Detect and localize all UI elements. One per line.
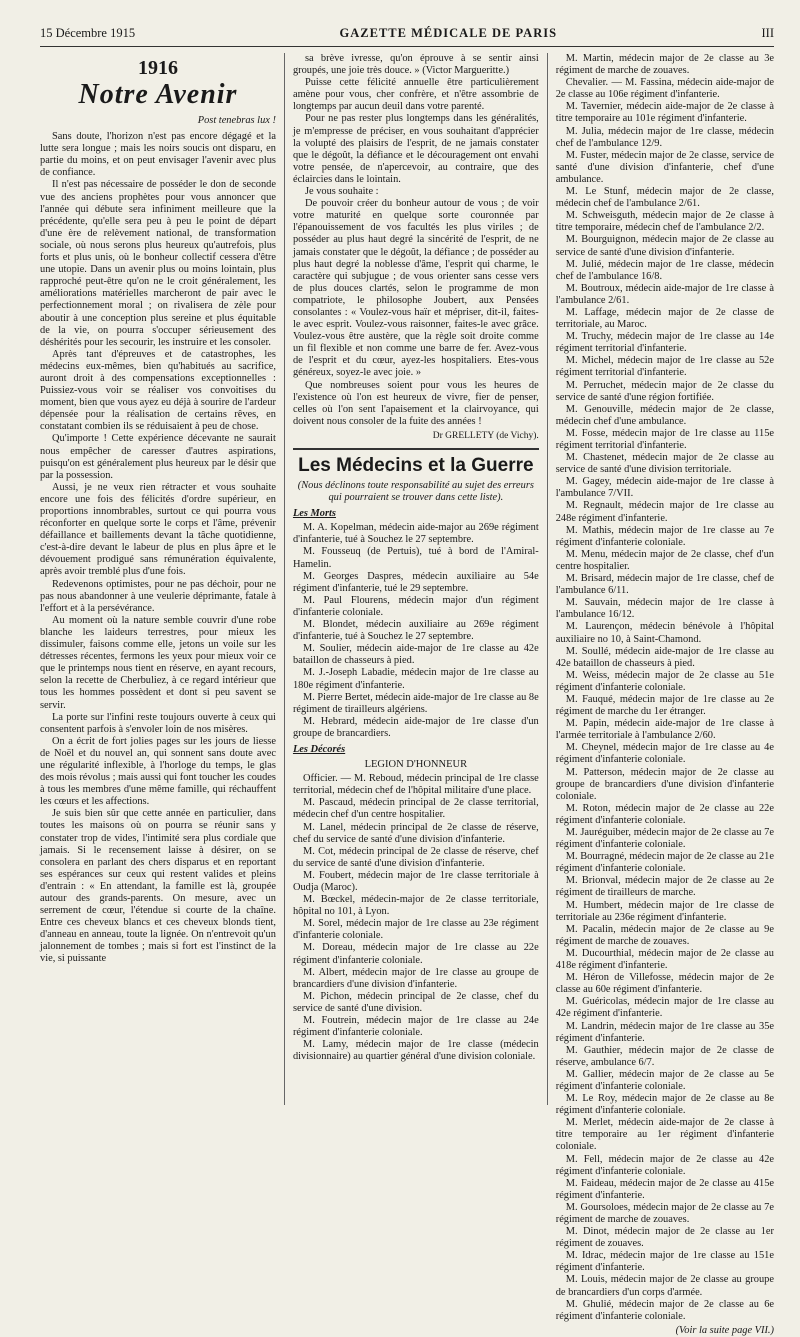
- decorated-entry: M. Lamy, médecin major de 1re classe (médecin divisionnaire) au quartier général d'une division coloniale.: [292, 1039, 539, 1063]
- page-number: III: [761, 26, 774, 40]
- decorated-entry: M. Doreau, médecin major de 1re classe au 22e régiment d'infanterie coloniale.: [292, 942, 539, 966]
- decorated-entry: M. Chastenet, médecin major de 2e classe au service de santé d'une division territoriale.: [555, 452, 774, 476]
- decorated-entry: M. Fuster, médecin major de 2e classe, service de santé d'une division d'infanterie, chef d'une ambulance.: [555, 149, 774, 185]
- decorated-entry: M. Héron de Villefosse, médecin major de 2e classe au 60e régiment d'infanterie.: [555, 972, 774, 996]
- decorated-entry: M. Gauthier, médecin major de 2e classe de réserve, ambulance 6/7.: [555, 1044, 774, 1068]
- decorated-entry: M. Boutroux, médecin aide-major de 1re classe à l'ambulance 2/61.: [555, 282, 774, 306]
- dead-entry: M. Hebrard, médecin aide-major de 1re classe d'un groupe de brancardiers.: [292, 715, 539, 739]
- decorated-entry: M. Julia, médecin major de 1re classe, médecin chef de l'ambulance 12/9.: [555, 125, 774, 149]
- paragraph: sa brève ivresse, qu'on éprouve à se sentir ainsi groupés, une joie très douce. » (Victor Margueritte.): [292, 53, 539, 77]
- paragraph: Je vous souhaite :: [304, 186, 379, 198]
- decorated-entry: M. Bœckel, médecin-major de 2e classe territoriale, hôpital no 101, à Lyon.: [292, 894, 539, 918]
- decorated-entry: M. Gallier, médecin major de 2e classe au 5e régiment d'infanterie coloniale.: [555, 1068, 774, 1092]
- decorated-entry: M. Albert, médecin major de 1re classe au groupe de brancardiers d'une division d'infanterie.: [292, 966, 539, 990]
- decorated-entry: M. Merlet, médecin aide-major de 2e classe à titre temporaire au 1er régiment d'infanterie coloniale.: [555, 1117, 774, 1153]
- paragraph: De pouvoir créer du bonheur autour de vous ; de voir votre maturité en quelque sorte couronnée par l'épanouissement de vos facultés les plus viriles ; de posséder au plus haut degré la sincérité de l'esprit, de ne jamais constater que le dégoût, la défiance ; de posséder au plus haut degré la noblesse d'âme, l'esprit qui charme, le caractère qui subjugue ; de vous orienter sans cesse vers de plus douces clartés, selon le programme de mon compatriote, le philosophe Joubert, aux Pensées consolantes : « Voulez-vous haïr et mépriser, dit-il, faites-le avec esprit. Voulez-vous raisonner, faites-le avec grâce. Voulez-vous être austère, que la règle soit droite comme un fil flexible et non comme une barre de fer. Avez-vous de l'esprit et du cœur, ayez-les hospitaliers. Etes-vous généreux, soyez-le avec joie. »: [292, 198, 539, 379]
- legion-heading: LEGION D'HONNEUR: [364, 759, 468, 771]
- decorated-entry: M. Gagey, médecin aide-major de 1re classe à l'ambulance 7/VII.: [555, 476, 774, 500]
- decorated-list-col2: [293, 773, 539, 1063]
- decorated-entry: M. Pascaud, médecin principal de 2e classe territorial, médecin chef d'un centre hospitalier.: [292, 797, 539, 821]
- column-3: [547, 53, 774, 1336]
- column-1: [40, 53, 284, 1105]
- publication-title: GAZETTE MÉDICALE DE PARIS: [339, 26, 558, 40]
- paragraph: Que nombreuses soient pour vous les heures de l'existence où l'on est heureux de vivre, fier de penser, celles où l'on sent l'apaisement et la clairvoyance, qui doivent nous consoler de la fuite des années !: [292, 379, 539, 427]
- decorated-entry: M. Ghulié, médecin major de 2e classe au 6e régiment d'infanterie coloniale.: [555, 1298, 774, 1322]
- decorated-entry: M. Julié, médecin major de 1re classe, médecin chef de l'ambulance 16/8.: [555, 258, 774, 282]
- decorated-entry: M. Brionval, médecin major de 2e classe au 2e régiment de tirailleurs de marche.: [555, 875, 774, 899]
- dead-entry: M. Paul Flourens, médecin major d'un régiment d'infanterie coloniale.: [292, 594, 539, 618]
- decorated-entry: M. Perruchet, médecin major de 2e classe du service de santé d'une région fortifiée.: [555, 379, 774, 403]
- paragraph: Il n'est pas nécessaire de posséder le don de seconde vue des anciens prophètes pour vous annoncer que l'année qui débute sera infiniment meilleure que la précédente, qu'elle sera peu à peu le point de départ d'une ère de relèvement national, de transformation sociale, où nous serons plus heureux qu'autrefois, plus forts et plus unis, où le bonheur collectif cessera d'être une utopie. Dans un avenir plus ou moins lointain, plus rapproché peut-être qu'on ne le croit généralement, les améliorations matérielles marcheront de pair avec le perfectionnement moral ; on rivalisera de zèle pour aboutir à une conception plus sereine et plus équitable de la vie, on pourra s'occuper sérieusement des déshérités pour les secourir, les instruire et les consoler.: [40, 179, 276, 348]
- decorated-entry: M. Faideau, médecin major de 2e classe au 415e régiment d'infanterie.: [555, 1177, 774, 1201]
- decorated-entry: M. Mathis, médecin major de 1re classe au 7e régiment d'infanterie coloniale.: [555, 524, 774, 548]
- paragraph: Qu'importe ! Cette expérience décevante ne saurait nous empêcher de caresser d'autres aspirations, puisqu'on est généralement plus heureux par le désir que par la possession.: [40, 433, 276, 481]
- decorated-entry: M. Cheynel, médecin major de 1re classe au 4e régiment d'infanterie coloniale.: [555, 742, 774, 766]
- column-2: [284, 53, 547, 1105]
- decorated-entry: M. Humbert, médecin major de 1re classe de territoriale au 236e régiment d'infanterie.: [555, 899, 774, 923]
- decorated-entry: M. Goursoloes, médecin major de 2e classe au 7e régiment de marche de zouaves.: [555, 1201, 774, 1225]
- decorated-entry: M. Truchy, médecin major de 1re classe au 14e régiment territorial d'infanterie.: [555, 331, 774, 355]
- decorated-entry: M. Weiss, médecin major de 2e classe au 51e régiment d'infanterie coloniale.: [555, 669, 774, 693]
- paragraph: Aussi, je ne veux rien rétracter et vous souhaite encore une fois des félicités d'ordre supérieur, en proportions innombrables, surtout ce qui pourra vous réconforter en quelque sorte le corps et l'âme, prévenir défaillance et baillements devant la tâche quotidienne, c'est-à-dire devant le labeur de plus en plus âpre et le dévouement prodigué sans rémunération équivalente, après avoir tremblé plus d'une fois.: [40, 481, 276, 578]
- decorated-entry: M. Regnault, médecin major de 1re classe au 248e régiment d'infanterie.: [555, 500, 774, 524]
- decorated-entry: M. Martin, médecin major de 2e classe au 3e régiment de marche de zouaves.: [555, 53, 774, 77]
- article-signature: Dr GRELLETY (de Vichy).: [432, 430, 539, 441]
- dead-list: [293, 522, 539, 740]
- article-title: Notre Avenir: [78, 79, 238, 110]
- decorated-entry: M. Ducourthial, médecin major de 2e classe au 418e régiment d'infanterie.: [555, 947, 774, 972]
- decorated-heading: Les Décorés: [292, 743, 346, 755]
- decorated-entry: M. Bourragné, médecin major de 2e classe au 21e régiment d'infanterie coloniale.: [555, 851, 774, 875]
- paragraph: Redevenons optimistes, pour ne pas déchoir, pour ne pas nous abandonner à une veulerie déprimante, fatale à l'effort et à la persévérance.: [40, 578, 276, 614]
- decorated-entry: M. Patterson, médecin major de 2e classe au groupe de brancardiers d'une division d'infanterie coloniale.: [555, 766, 774, 802]
- dead-entry: M. Georges Daspres, médecin auxiliaire au 54e régiment d'infanterie, tué le 29 septembre.: [292, 570, 539, 594]
- decorated-entry: M. Schweisguth, médecin major de 2e classe à titre temporaire, médecin chef de l'ambulance 2/2.: [555, 210, 774, 234]
- decorated-list-col3: [556, 53, 774, 1323]
- section-disclaimer: (Nous déclinons toute responsabilité au sujet des erreurs qui pourraient se trouver dans cette liste).: [297, 480, 534, 504]
- decorated-entry: M. Fosse, médecin major de 1re classe au 115e régiment territorial d'infanterie.: [555, 427, 774, 451]
- issue-date: 15 Décembre 1915: [40, 26, 136, 40]
- decorated-entry: M. Laffage, médecin major de 2e classe de territoriale, au Maroc.: [555, 306, 774, 331]
- decorated-entry: M. Foubert, médecin major de 1re classe territoriale à Oudja (Maroc).: [292, 869, 539, 893]
- decorated-entry: M. Fell, médecin major de 2e classe au 42e régiment d'infanterie coloniale.: [555, 1153, 774, 1177]
- decorated-entry: M. Soullé, médecin aide-major de 1re classe au 42e bataillon de chasseurs à pied.: [555, 645, 774, 669]
- decorated-entry: M. Michel, médecin major de 1re classe au 52e régiment territorial d'infanterie.: [555, 355, 774, 379]
- paragraph: Je suis bien sûr que cette année en particulier, dans toutes les maisons où on pourra se réunir sans y constater trop de vides, l'intimité sera plus cordiale que jamais. Si le recensement laisse à désirer, on se consolera en parlant des chers disparus et en reportant ses espérances sur ceux qui restent valides et pleins d'entrain : « En attendant, la famille est là, groupée autour des grands-parents. On mesure, avec un serrement de cœur, l'étendue si courte de la chaîne. Entre ces cheveux blancs et ces cheveux blonds tient, d'anneau en anneau, toute la lignée. On n'entrevoit qu'un jalonnement de tombes ; mais si fort est l'instinct de la vie, si puissante: [40, 808, 276, 965]
- decorated-entry: M. Brisard, médecin major de 1re classe, chef de l'ambulance 6/11.: [555, 573, 774, 597]
- header-rule: [40, 46, 774, 47]
- decorated-entry: M. Dinot, médecin major de 2e classe au 1er régiment de zouaves.: [555, 1226, 774, 1250]
- decorated-entry: M. Le Roy, médecin major de 2e classe au 8e régiment d'infanterie coloniale.: [555, 1093, 774, 1117]
- decorated-entry: M. Laurençon, médecin bénévole à l'hôpital auxiliaire no 10, à Saint-Chamond.: [555, 621, 774, 645]
- dead-entry: M. Blondet, médecin auxiliaire au 269e régiment d'infanterie, tué à Souchez le 27 septembre.: [292, 619, 539, 643]
- decorated-entry: M. Sorel, médecin major de 1re classe au 23e régiment d'infanterie coloniale.: [292, 918, 539, 942]
- decorated-entry: M. Cot, médecin principal de 2e classe de réserve, chef du service de santé d'une division d'infanterie.: [292, 845, 539, 869]
- paragraph: Pour ne pas rester plus longtemps dans les généralités, je m'empresse de préciser, en vous souhaitant d'apprécier la volupté des plaisirs de l'esprit, de ne jamais constater que le dégoût, la défiance et le découragement ont envahi votre pensée, de n'apercevoir, au contraire, que des éclaircies dans le lointain.: [292, 113, 539, 185]
- decorated-entry: M. Fauqué, médecin major de 1re classe au 2e régiment de marche du 1er étranger.: [555, 693, 774, 718]
- article-body-col2: [293, 53, 539, 428]
- decorated-entry: M. Pacalin, médecin major de 2e classe au 9e régiment de marche de zouaves.: [555, 923, 774, 947]
- dead-entry: M. Soulier, médecin aide-major de 1re classe au 42e bataillon de chasseurs à pied.: [292, 643, 539, 667]
- paragraph: On a écrit de fort jolies pages sur les jours de liesse de Noël et du nouvel an, qui sonnent sans doute avec une régularité inflexible, à l'horloge du temps, le glas des mois révolus ; mais aussi qui font toucher les coudes à tous les membres d'une même famille, qui réchauffent les cœurs et les affections.: [40, 735, 276, 808]
- paragraph: La porte sur l'infini reste toujours ouverte à ceux qui consentent parfois à s'envoler loin de nos misères.: [40, 711, 276, 735]
- running-header: [40, 26, 774, 42]
- decorated-entry: M. Bourguignon, médecin major de 2e classe au service de santé d'une division d'infanterie.: [555, 234, 774, 258]
- decorated-entry: M. Genouville, médecin major de 2e classe, médecin chef d'une ambulance.: [555, 403, 774, 427]
- decorated-entry: M. Papin, médecin aide-major de 1re classe à l'armée territoriale à l'ambulance 2/60.: [555, 718, 774, 742]
- article-epigraph: Post tenebras lux !: [197, 115, 276, 126]
- article-body-col1: [40, 131, 276, 965]
- decorated-entry: M. Lanel, médecin principal de 2e classe de réserve, chef du service de santé d'une division d'infanterie.: [292, 821, 539, 845]
- decorated-entry: Chevalier. — M. Fassina, médecin aide-major de 2e classe au 106e régiment d'infanterie.: [555, 77, 774, 101]
- dead-entry: M. Pierre Bertet, médecin aide-major de 1re classe au 8e régiment de tirailleurs algériens.: [292, 691, 539, 715]
- columns: [40, 53, 774, 1336]
- paragraph: Au moment où la nature semble couvrir d'une robe blanche les laideurs terrestres, pour mieux les dissimuler, faisons comme elle, jetons un voile sur les détresses récentes, fermons les yeux pour mieux voir ce que le printemps nous tient en réserve, en ayant recours, selon la recette de Cherbuliez, à ce regard intérieur que tous les hommes possèdent et dont si peu savent se servir.: [40, 614, 276, 711]
- decorated-entry: M. Roton, médecin major de 2e classe au 22e régiment d'infanterie coloniale.: [555, 802, 774, 826]
- decorated-entry: M. Jauréguiber, médecin major de 2e classe au 7e régiment d'infanterie coloniale.: [555, 827, 774, 851]
- decorated-entry: M. Le Stunf, médecin major de 2e classe, médecin chef de l'ambulance 2/61.: [555, 186, 774, 210]
- decorated-entry: M. Idrac, médecin major de 1re classe au 151e régiment d'infanterie.: [555, 1250, 774, 1274]
- decorated-entry: Officier. — M. Reboud, médecin principal de 1re classe territorial, médecin chef de l'hôpital militaire d'une place.: [292, 773, 539, 797]
- paragraph: Sans doute, l'horizon n'est pas encore dégagé et la lutte sera longue ; mais les noirs soucis ont disparu, en partie du moins, et on peut envisager l'avenir avec plus de confiance.: [40, 131, 276, 179]
- dead-entry: M. Fousseuq (de Pertuis), tué à bord de l'Amiral-Hamelin.: [292, 546, 539, 570]
- dead-entry: M. J.-Joseph Labadie, médecin major de 1re classe au 180e régiment d'infanterie.: [292, 667, 539, 691]
- section-separator: [293, 448, 539, 450]
- article-year: 1916: [137, 57, 178, 79]
- paragraph: Puisse cette félicité annuelle être particulièrement amène pour vous, cher confrère, et n'être assombrie de longtemps par aucun deuil dans votre parenté.: [292, 77, 539, 113]
- dead-entry: M. A. Kopelman, médecin aide-major au 269e régiment d'infanterie, tué à Souchez le 27 septembre.: [292, 522, 539, 546]
- decorated-entry: M. Landrin, médecin major de 1re classe au 35e régiment d'infanterie.: [555, 1020, 774, 1044]
- decorated-entry: M. Foutrein, médecin major de 1re classe au 24e régiment d'infanterie coloniale.: [292, 1015, 539, 1039]
- dead-heading: Les Morts: [292, 508, 336, 520]
- decorated-entry: M. Pichon, médecin principal de 2e classe, chef du service de santé d'une division.: [292, 990, 539, 1014]
- paragraph: Après tant d'épreuves et de catastrophes, les médecins eux-mêmes, bien qu'habitués au sacrifice, auront droit à des compensations exceptionnelles : Puissiez-vous voir se réaliser vos convoitises du moment, bien que vous ayez eu déjà à sourire de l'ardeur dépensée pour la réalisation de certains rêves, en constatant combien ils se réduisaient à peu de chose.: [40, 348, 276, 433]
- continued-note: (Voir la suite page VII.): [675, 1324, 774, 1336]
- decorated-entry: M. Sauvain, médecin major de 1re classe à l'ambulance 16/12.: [555, 597, 774, 621]
- decorated-entry: M. Menu, médecin major de 2e classe, chef d'un centre hospitalier.: [555, 548, 774, 572]
- section-title: Les Médecins et la Guerre: [298, 455, 534, 476]
- decorated-entry: M. Tavernier, médecin aide-major de 2e classe à titre temporaire au 101e régiment d'infanterie.: [555, 101, 774, 125]
- decorated-entry: M. Louis, médecin major de 2e classe au groupe de brancardiers d'un corps d'armée.: [555, 1274, 774, 1298]
- decorated-entry: M. Guéricolas, médecin major de 1re classe au 42e régiment d'infanterie.: [555, 996, 774, 1020]
